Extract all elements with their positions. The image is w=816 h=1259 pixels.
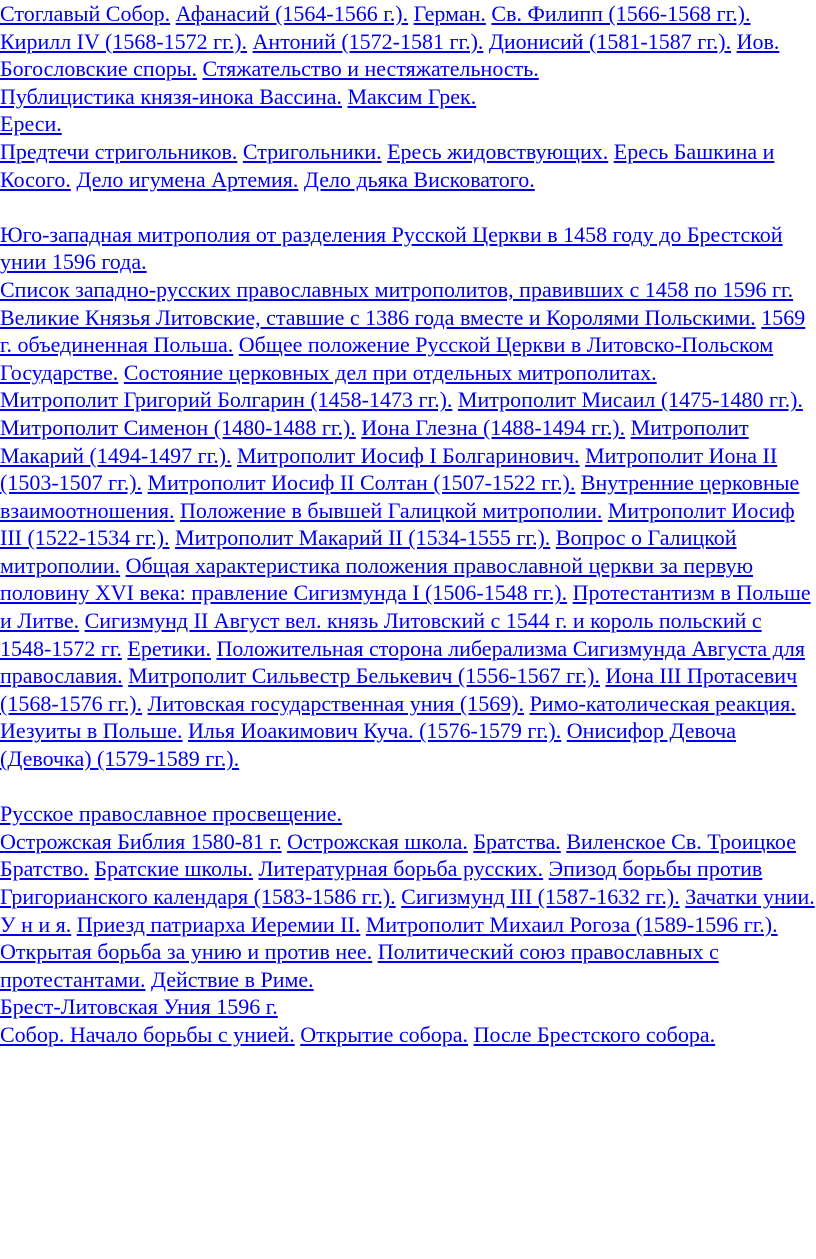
toc-link[interactable]: Русское православное просвещение. [0,801,343,827]
link-paragraph [0,55,815,83]
toc-link[interactable]: Вопрос о Галицкой митрополии. [0,525,737,578]
toc-link[interactable]: Ересь Башкина и Косого. [0,138,775,192]
link-paragraph [0,828,815,994]
toc-link[interactable]: Стяжательство и нестяжательность. [202,56,539,82]
toc-link[interactable]: Внутренние церковные взаимоотношения. [0,470,800,523]
toc-link[interactable]: Дело игумена Артемия. [76,166,299,192]
toc-link[interactable]: Еретики. [127,635,211,661]
toc-link[interactable]: Зачатки унии. [685,884,815,909]
toc-link[interactable]: Афанасий (1564-1566 г.). [175,1,409,26]
toc-link[interactable]: Литовская государственная уния (1569). [147,690,525,716]
link-paragraph [0,276,815,386]
toc-link[interactable]: Острожская школа. [287,828,468,854]
link-paragraph [0,0,815,55]
toc-link[interactable]: Иона Глезна (1488-1494 гг.). [361,414,626,440]
toc-link[interactable]: Юго-западная митрополия от разделения Русской Церкви в 1458 году до Брестской унии 1596 года. [0,221,783,275]
toc-link[interactable]: Митрополит Макарий II (1534-1555 гг.). [175,525,551,551]
toc-link[interactable]: Антоний (1572-1581 гг.). [252,28,484,54]
toc-link[interactable]: Политический союз православных с протестантами. [0,939,719,992]
toc-link[interactable]: Стригольники. [242,138,382,164]
toc-link[interactable]: Митрополит Иосиф I Болгаринович. [237,442,580,468]
toc-link[interactable]: Кирилл IV (1568-1572 гг.). [0,28,248,54]
paragraph-spacer [0,773,815,801]
toc-link[interactable]: Общее положение Русской Церкви в Литовско-Польском Государстве. [0,332,774,385]
toc-link[interactable]: Герман. [413,1,486,26]
toc-link[interactable]: Митрополит Сименон (1480-1488 гг.). [0,414,356,440]
toc-link[interactable]: Литературная борьба русских. [258,856,544,882]
toc-link[interactable]: Богословские споры. [0,56,197,82]
link-paragraph [0,993,815,1021]
toc-link[interactable]: Приезд патриарха Иеремии II. [76,911,361,937]
toc-link[interactable]: Общая характеристика положения православной церкви за первую половину XVI века: правление Сигизмунда I (1506-1548 гг.). [0,552,754,606]
toc-link[interactable]: Илья Иоакимович Куча. (1576-1579 гг.). [188,718,562,744]
toc-link[interactable]: Онисифор Девоча (Девочка) (1579-1589 гг.). [0,718,736,772]
toc-link[interactable]: У н и я. [0,911,72,937]
toc-link[interactable]: Стоглавый Собор. [0,1,171,26]
toc-link[interactable]: Открытая борьба за унию и против нее. [0,939,373,965]
toc-link[interactable]: Положение в бывшей Галицкой митрополии. [180,497,603,523]
link-paragraph [0,386,815,772]
toc-link[interactable]: Сигизмунд III (1587-1632 гг.). [401,884,680,909]
link-paragraph [0,800,815,828]
toc-link[interactable]: 1569 г. объединенная Польша. [0,304,806,358]
link-paragraph [0,221,815,276]
toc-link[interactable]: Иона III Протасевич (1568-1576 гг.). [0,663,798,716]
link-paragraph [0,1021,815,1049]
toc-link[interactable]: Состояние церковных дел при отдельных митрополитах. [123,359,657,385]
toc-link[interactable]: Протестантизм в Польше и Литве. [0,580,811,634]
toc-link[interactable]: Митрополит Григорий Болгарин (1458-1473 гг.). [0,387,453,413]
toc-link[interactable]: Брест-Литовская Уния 1596 г. [0,994,278,1020]
toc-link[interactable]: Список западно-русских православных митрополитов, правивших с 1458 по 1596 гг. [0,276,794,302]
toc-link[interactable]: Римо-католическая реакция. Иезуиты в Польше. [0,690,796,744]
toc-link[interactable]: Ереси. [0,111,62,137]
toc-link[interactable]: Собор. Начало борьбы с унией. [0,1021,295,1047]
toc-link[interactable]: Митрополит Иона II (1503-1507 гг.). [0,442,778,496]
toc-link[interactable]: После Брестского собора. [473,1021,716,1047]
toc-link[interactable]: Братские школы. [94,856,254,882]
toc-link[interactable]: Дело дьяка Висковатого. [303,166,535,192]
toc-link[interactable]: Острожская Библия 1580-81 г. [0,828,282,854]
toc-link[interactable]: Митрополит Макарий (1494-1497 гг.). [0,414,749,468]
toc-link[interactable]: Ересь жидовствующих. [387,138,609,164]
toc-link[interactable]: Митрополит Иосиф II Солтан (1507-1522 гг.). [147,470,576,496]
toc-link[interactable]: Св. Филипп (1566-1568 гг.). [491,1,751,26]
toc-link[interactable]: Предтечи стригольников. [0,138,238,164]
toc-link[interactable]: Виленское Св. Троицкое Братство. [0,828,796,882]
link-paragraph [0,83,815,111]
toc-link[interactable]: Открытие собора. [300,1021,469,1047]
toc-link[interactable]: Иов. [736,28,780,54]
toc-link[interactable]: Митрополит Михаил Рогоза (1589-1596 гг.). [365,911,778,937]
toc-link[interactable]: Эпизод борьбы против Григорианского календаря (1583-1586 гг.). [0,856,763,909]
toc-link[interactable]: Действие в Риме. [150,966,314,992]
toc-link[interactable]: Великие Князья Литовские, ставшие с 1386 года вместе и Королями Польскими. [0,304,756,330]
toc-link[interactable]: Максим Грек. [347,83,477,109]
toc-link[interactable]: Митрополит Мисаил (1475-1480 гг.). [457,387,803,413]
link-paragraph [0,138,815,193]
toc-link[interactable]: Митрополит Иосиф III (1522-1534 гг.). [0,497,795,551]
toc-link[interactable]: Публицистика князя-инока Вассина. [0,83,342,109]
toc-link[interactable]: Положительная сторона либерализма Сигизмунда Августа для православия. [0,635,805,689]
toc-link[interactable]: Дионисий (1581-1587 гг.). [488,28,732,54]
toc-link[interactable]: Сигизмунд II Август вел. князь Литовский с 1544 г. и король польский с 1548-1572 гг. [0,608,762,661]
toc-link[interactable]: Братства. [473,828,561,854]
link-paragraph [0,110,815,138]
paragraph-spacer [0,193,815,221]
toc-link[interactable]: Митрополит Сильвестр Белькевич (1556-1567 гг.). [128,663,600,689]
